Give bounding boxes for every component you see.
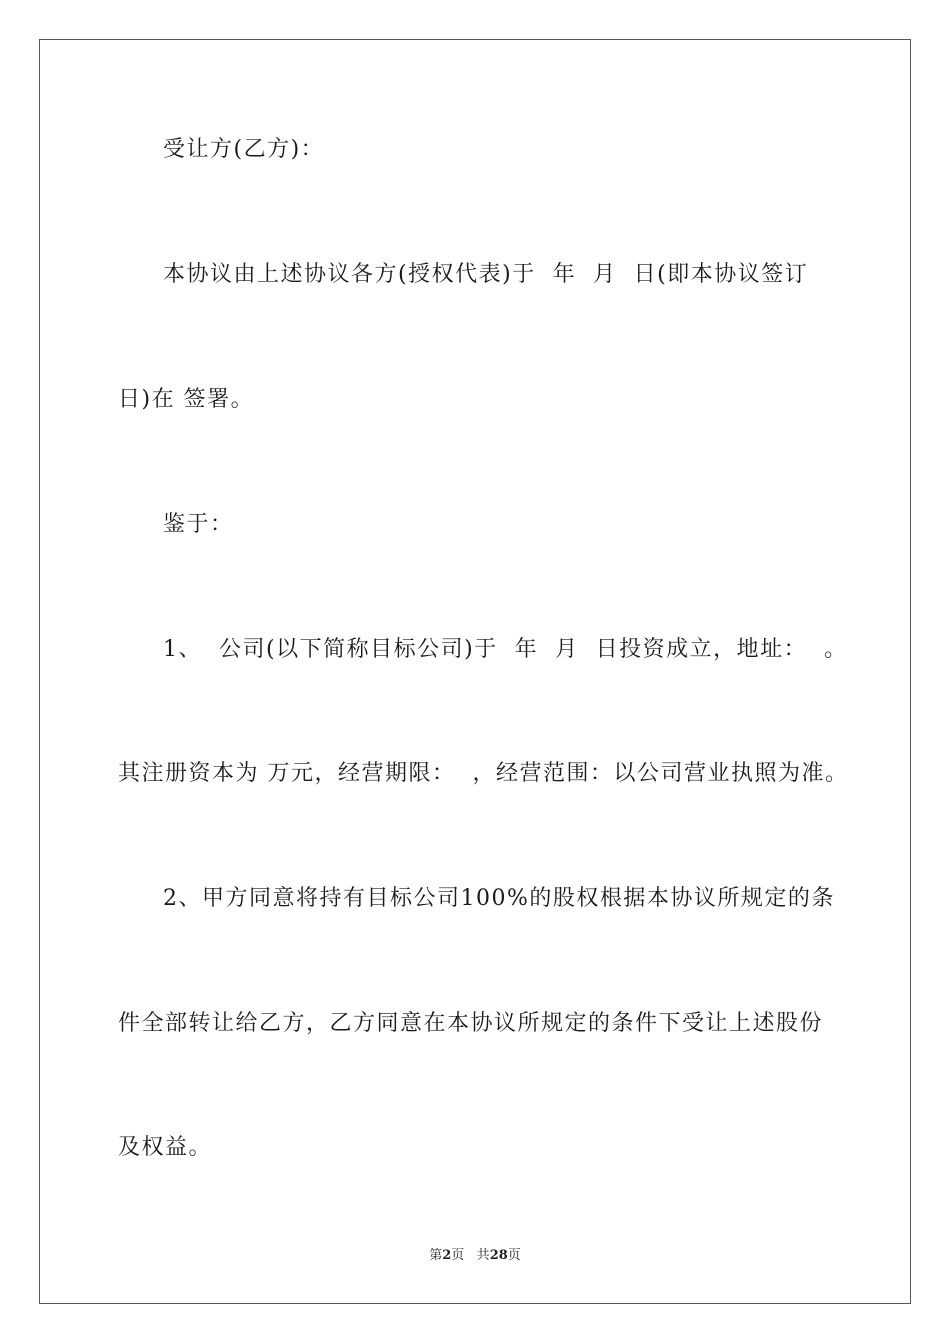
transferee-party-line: 受让方(乙方)： [163,137,325,162]
whereas-heading: 鉴于： [163,512,234,537]
page-footer [0,1248,950,1264]
clause-2-line-3: 及权益。 [118,1135,213,1160]
page-border [39,39,911,1304]
agreement-signing-line-1: 本协议由上述协议各方(授权代表)于 年 月 日(即本协议签订 [163,262,809,287]
page-suffix: 页 [451,1248,465,1263]
current-page-number: 2 [442,1248,452,1263]
clause-1-line-1: 1、 公司(以下简称目标公司)于 年 月 日投资成立，地址： 。 [163,637,848,662]
clause-1-line-2: 其注册资本为 万元，经营期限： ，经营范围：以公司营业执照为准。 [118,761,849,786]
page-prefix: 第 [429,1248,443,1263]
total-suffix: 页 [507,1248,521,1263]
total-prefix: 共 [476,1248,490,1263]
total-page-count: 28 [489,1248,508,1263]
clause-2-line-1: 2、甲方同意将持有目标公司100%的股权根据本协议所规定的条 [163,886,835,911]
agreement-signing-line-2: 日)在 签署。 [118,387,255,412]
clause-2-line-2: 件全部转让给乙方，乙方同意在本协议所规定的条件下受让上述股份 [118,1011,824,1036]
